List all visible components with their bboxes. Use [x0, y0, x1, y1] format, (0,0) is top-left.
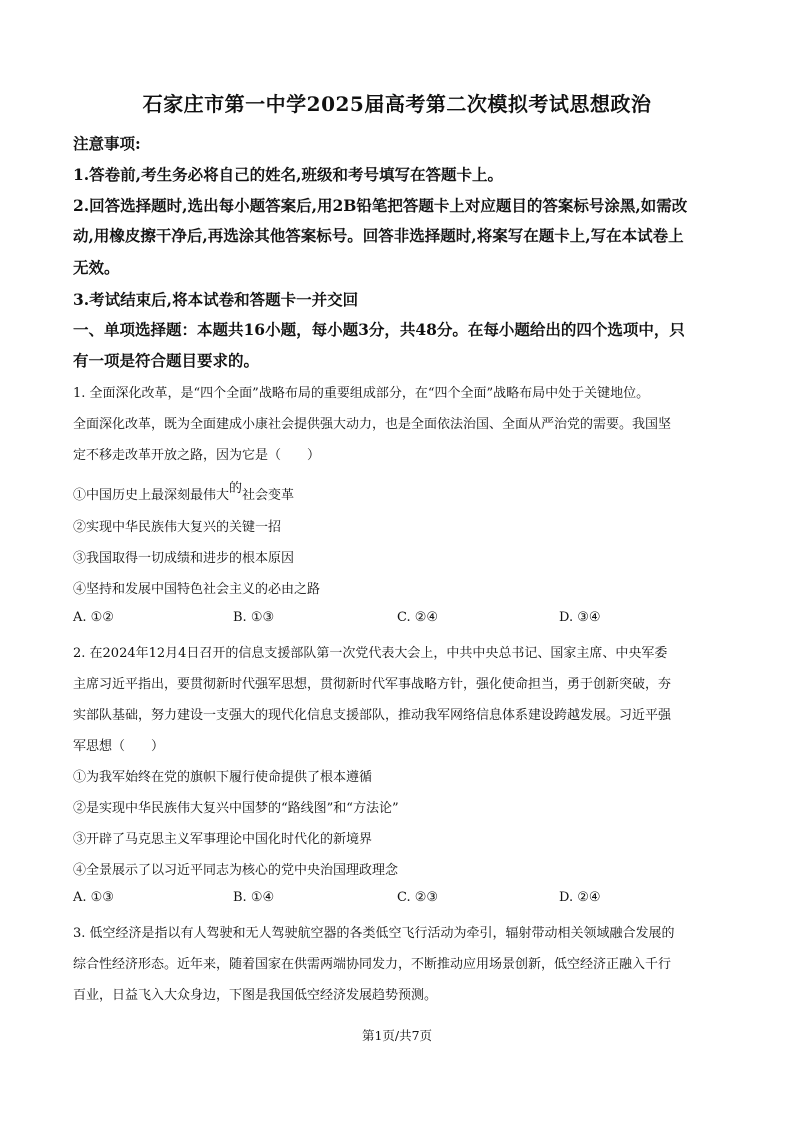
exam-title: 石家庄市第一中学2025届高考第二次模拟考试思想政治 — [142, 92, 652, 116]
notice-item-2-line-3: 无效。 — [73, 258, 120, 277]
notice-item-2-line-1: 2.回答选择题时,选出每小题答案后,用2B铅笔把答题卡上对应题目的答案标号涂黑,如需改 — [73, 196, 688, 215]
q2-stem-line-4: 军思想（ ） — [73, 739, 165, 754]
q1-statement-4: ④坚持和发展中国特色社会主义的必由之路 — [73, 582, 321, 597]
q2-statement-3: ③开辟了马克思主义军事理论中国化时代化的新境界 — [73, 832, 373, 847]
q3-stem-line-1: 3. 低空经济是指以有人驾驶和无人驾驶航空器的各类低空飞行活动为牵引，辐射带动相关领域融合发展的 — [73, 926, 675, 941]
notice-item-3: 3.考试结束后,将本试卷和答题卡一并交回 — [73, 290, 359, 309]
q2-stem-line-1: 2. 在2024年12月4日召开的信息支援部队第一次党代表大会上，中共中央总书记、国家主席、中央军委 — [73, 646, 668, 661]
notice-item-2-line-2: 动,用橡皮擦干净后,再选涂其他答案标号。回答非选择题时,将案写在题卡上,写在本试卷上 — [73, 226, 684, 245]
q2-stem-line-2: 主席习近平指出，要贯彻新时代强军思想，贯彻新时代军事战略方针，强化使命担当，勇于创新突破，夯 — [73, 677, 672, 692]
notice-heading: 注意事项: — [73, 134, 141, 153]
q2-option-d[interactable]: D. ②④ — [559, 890, 601, 905]
section-1-line-1: 一、单项选择题：本题共16小题，每小题3分，共48分。在每小题给出的四个选项中，只 — [73, 320, 685, 339]
q1-option-d[interactable]: D. ③④ — [559, 610, 601, 625]
q2-statement-1: ①为我军始终在党的旗帜下履行使命提供了根本遵循 — [73, 770, 373, 785]
q1-statement-1-text-a: ①中国历史上最深刻最伟大 — [73, 488, 230, 503]
q1-stem-line-1: 1. 全面深化改革，是“四个全面”战略布局的重要组成部分，在“四个全面”战略布局中处于关键地位。 — [73, 386, 650, 401]
q2-stem-line-3: 实部队基础，努力建设一支强大的现代化信息支援部队，推动我军网络信息体系建设跨越发展。习近平强 — [73, 708, 672, 723]
q1-stem-line-3: 定不移走改革开放之路，因为它是（ ） — [73, 448, 321, 463]
q1-option-a[interactable]: A. ①② — [73, 610, 114, 625]
notice-item-1: 1.答卷前,考生务必将自己的姓名,班级和考号填写在答题卡上。 — [73, 165, 503, 184]
q3-stem-line-3: 百业，日益飞入大众身边，下图是我国低空经济发展趋势预测。 — [73, 988, 438, 1003]
q2-option-c[interactable]: C. ②③ — [397, 890, 439, 905]
section-1-line-2: 有一项是符合题目要求的。 — [73, 351, 260, 370]
q1-statement-1 — [73, 481, 295, 503]
q3-stem-line-2: 综合性经济形态。近年来，随着国家在供需两端协同发力，不断推动应用场景创新，低空经济正融入千行 — [73, 957, 672, 972]
q1-statement-2: ②实现中华民族伟大复兴的关键一招 — [73, 520, 282, 535]
q1-statement-1-text-b: 社会变革 — [242, 488, 295, 503]
page-footer: 第1页/共7页 — [361, 1028, 433, 1043]
q1-statement-3: ③我国取得一切成绩和进步的根本原因 — [73, 551, 295, 566]
q1-statement-1-superscript: 的 — [229, 481, 243, 496]
q2-statement-2: ②是实现中华民族伟大复兴中国梦的“路线图”和“方法论” — [73, 801, 399, 816]
q2-option-a[interactable]: A. ①③ — [73, 890, 114, 905]
q2-option-b[interactable]: B. ①④ — [233, 890, 275, 905]
q2-statement-4: ④全景展示了以习近平同志为核心的党中央治国理政理念 — [73, 863, 399, 878]
q1-option-b[interactable]: B. ①③ — [233, 610, 275, 625]
q1-stem-line-2: 全面深化改革，既为全面建成小康社会提供强大动力，也是全面依法治国、全面从严治党的需要。我国坚 — [73, 417, 672, 432]
q1-option-c[interactable]: C. ②④ — [397, 610, 439, 625]
